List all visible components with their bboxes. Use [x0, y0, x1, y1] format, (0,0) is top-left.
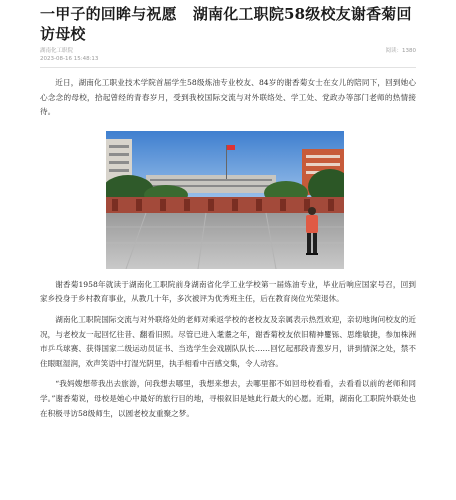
paragraph-3: 湖南化工职院国际交流与对外联络处的老师对乘返学校的老校友及亲属表示热烈欢迎，亲切地询问校友的近况，与老校友一起回忆往昔、翻看旧照。尽管已进入耄耋之年，谢香菊校友依旧精神矍铄、思维敏捷，参加株洲市乒乓球赛、获得国家二级运动员证书、当选学生会戏剧队队长……回忆起那段青葱岁月，讲到情深之处，禁不住眼眶湿润，欢声笑语中打湿光阴里，执手相看中百感交集，令人动容。 [40, 314, 416, 368]
article-title [40, 0, 416, 44]
article-date: 2023-08-16 15:48:13 [40, 56, 99, 62]
paragraph-2: 谢香菊1958年就读于湖南化工职院前身湖南省化学工业学校第一届炼油专业，毕业后响应国家号召，回到家乡投身于乡村教育事业，从教几十年，多次被评为优秀班主任，后在教育岗位光荣退休。 [40, 279, 416, 304]
article-source: 湖南化工职院 [40, 48, 74, 54]
divider [40, 67, 416, 68]
campus-photo-image [106, 131, 344, 269]
paragraph-4: “我妈嫂想带我出去旅游，问我想去哪里，我想来想去，去哪里都不如回母校看看，去看看以前的老师和同学。”谢香菊说，母校是她心中最好的旅行目的地，寻根叙旧是她此行最大的心愿。近期，湖南化工职院外联处也在积极寻访58级师生，以圆老校友重聚之梦。 [40, 379, 416, 418]
meta-left [40, 47, 98, 63]
title-part-2: 湖南化工职院58级校友谢香菊回访母校 [40, 5, 412, 43]
paragraph-1: 近日，湖南化工职业技术学院首届学生58级炼油专业校友、84岁的谢香菊女士在女儿的陪同下，回到她心心念念的母校，拾起曾经的青春岁月，受到我校国际交流与对外联络处、学工处、党政办等部门老师的热情接待。 [40, 78, 416, 117]
title-part-1: 一甲子的回眸与祝愿 [40, 5, 177, 23]
article-photo [106, 131, 344, 269]
article-views: 阅读：1380 [385, 48, 416, 54]
article-meta [40, 47, 416, 63]
